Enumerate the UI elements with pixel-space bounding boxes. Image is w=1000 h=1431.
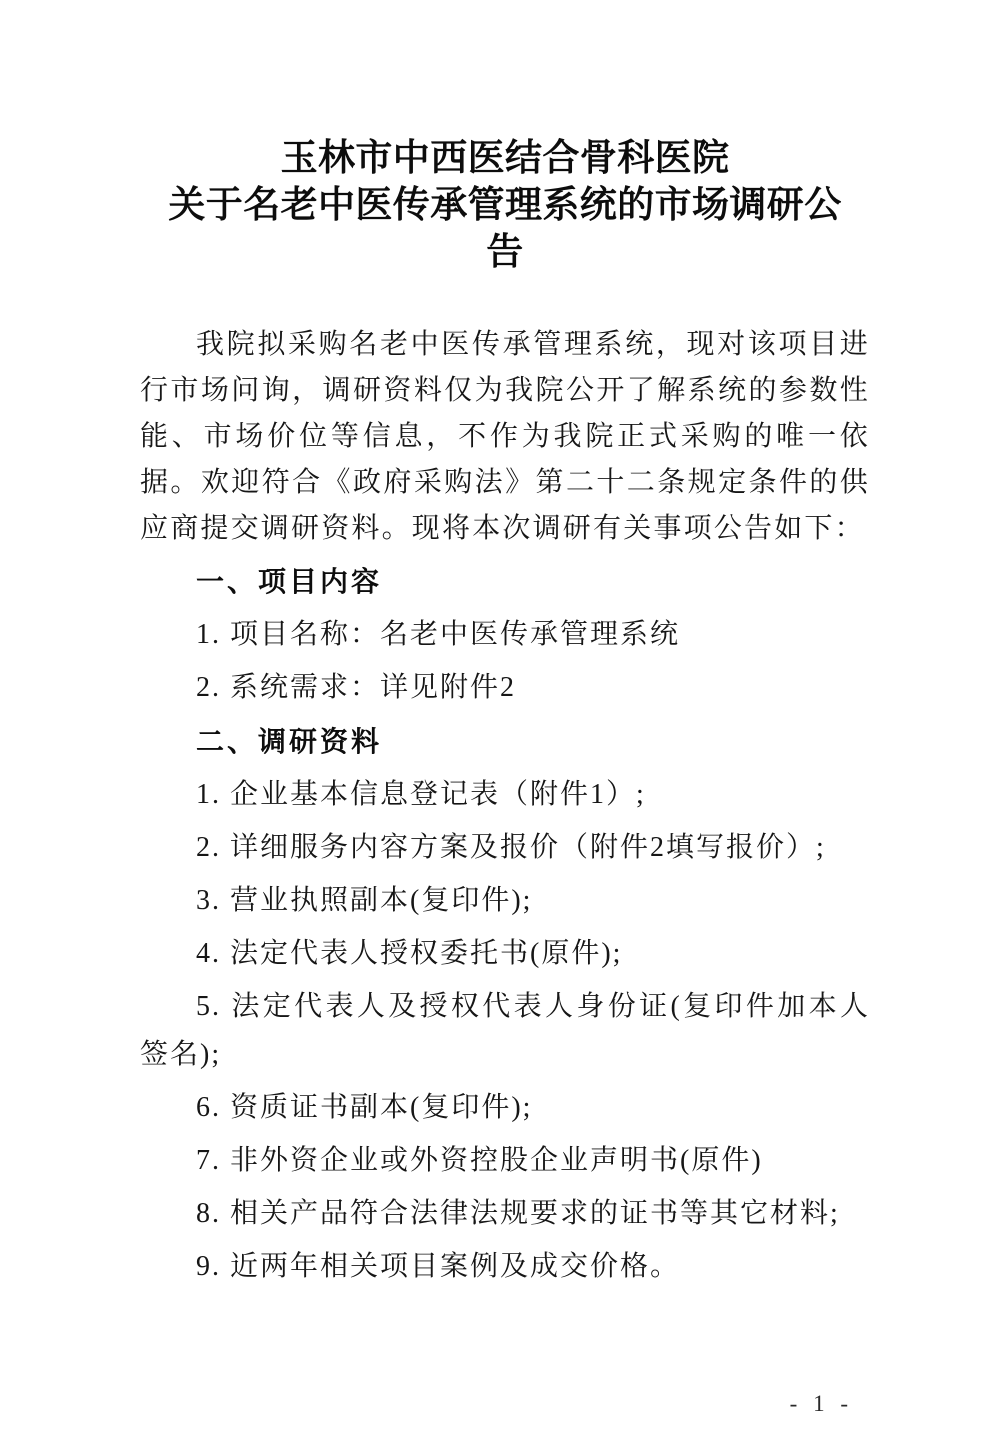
section-1-item-1: 1. 项目名称：名老中医传承管理系统 — [196, 619, 681, 650]
section-2-heading: 二、调研资料 — [196, 726, 383, 757]
title-line-2: 关于名老中医传承管理系统的市场调研公告 — [168, 185, 842, 273]
section-1-item-2: 2. 系统需求：详见附件2 — [196, 672, 517, 703]
section-2-item-5: 5. 法定代表人及授权代表人身份证(复印件加本人签名); — [140, 991, 870, 1070]
title-line-1: 玉林市中西医结合骨科医院 — [280, 138, 730, 179]
section-1-heading: 一、项目内容 — [196, 566, 383, 597]
section-2-item-6: 6. 资质证书副本(复印件); — [196, 1092, 533, 1123]
page-number: - 1 - — [789, 1391, 853, 1416]
intro-paragraph: 我院拟采购名老中医传承管理系统，现对该项目进行市场问询，调研资料仅为我院公开了解系统的参数性能、市场价位等信息，不作为我院正式采购的唯一依据。欢迎符合《政府采购法》第二十二条规定条件的供应商提交调研资料。现将本次调研有关事项公告如下： — [140, 329, 870, 544]
section-2-item-4: 4. 法定代表人授权委托书(原件); — [196, 938, 623, 969]
section-2-item-1: 1. 企业基本信息登记表（附件1）; — [196, 779, 646, 810]
section-2-item-3: 3. 营业执照副本(复印件); — [196, 885, 533, 916]
section-2-item-2: 2. 详细服务内容方案及报价（附件2填写报价）; — [196, 832, 826, 863]
document-title — [165, 135, 845, 276]
section-2-item-8: 8. 相关产品符合法律法规要求的证书等其它材料; — [196, 1198, 840, 1229]
section-2-item-7: 7. 非外资企业或外资控股企业声明书(原件) — [196, 1145, 763, 1176]
section-2-item-9: 9. 近两年相关项目案例及成交价格。 — [196, 1251, 681, 1282]
